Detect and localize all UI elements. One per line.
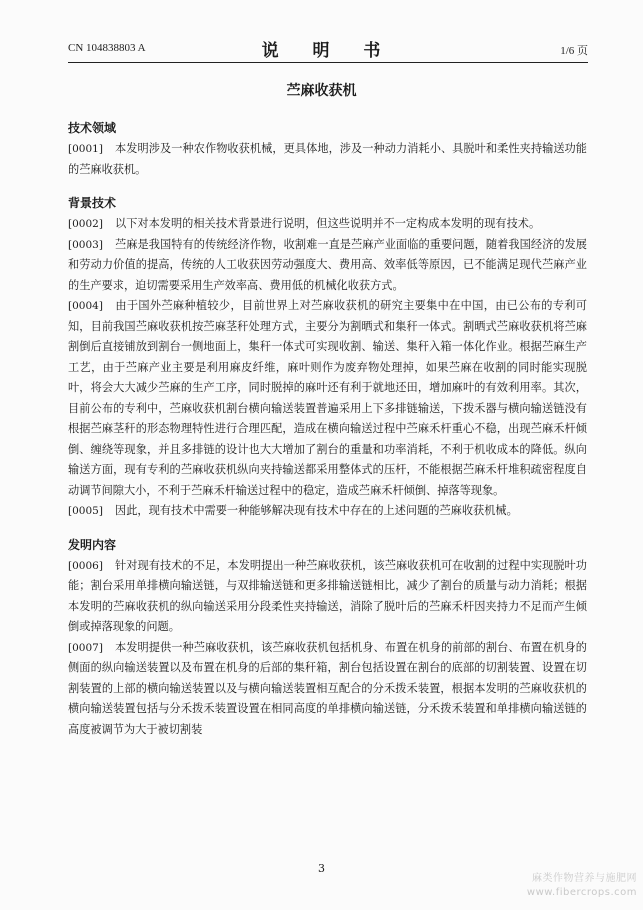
page-number: 3 (318, 862, 325, 875)
paragraph-number: [0002] (68, 218, 103, 230)
paragraph (68, 139, 587, 180)
paragraph-text: 苎麻是我国特有的传统经济作物，收割难一直是苎麻产业面临的重要问题，随着我国经济的发展和劳动力价值的提高，传统的人工收获因劳动强度大、费用高、效率低等原因，已不能满足现代苎麻产业的生产要求，迫切需要采用生产效率高、费用低的机械化收获方式。 (68, 237, 587, 292)
paragraph (68, 235, 587, 297)
paragraph (68, 556, 587, 638)
paragraph-number: [0003] (68, 238, 103, 251)
section-heading: 背景技术 (68, 196, 117, 210)
section-heading: 发明内容 (68, 537, 117, 552)
paragraph (68, 501, 587, 522)
paragraph-text: 针对现有技术的不足，本发明提出一种苎麻收获机，该苎麻收获机可在收割的过程中实现脱叶功能；割台采用单排横向输送链，与双排输送链和更多排输送链相比，减少了割台的质量与动力消耗；根据本发明的苎麻收获机的纵向输送采用分段柔性夹持输送，消除了脱叶后的苎麻禾杆因夹持力不足而产生倾倒或掉落现象的问题。 (68, 558, 587, 633)
section-background-art (68, 193, 587, 522)
paragraph (68, 296, 587, 501)
paragraph-number: [0004] (68, 300, 103, 312)
section-heading: 技术领域 (68, 121, 117, 135)
paragraph-text: 由于国外苎麻种植较少，目前世界上对苎麻收获机的研究主要集中在中国，由已公布的专利可知，目前我国苎麻收获机按苎麻茎秆处理方式，主要分为割晒式和集秆一体式。割晒式苎麻收获机将苎麻割倒后直接铺放到割台一侧地面上，集秆一体式可实现收割、输送、集秆入箱一体化作业。根据苎麻生产工艺，由于苎麻产业主要是利用麻皮纤维，麻叶则作为废弃物处理掉，如果苎麻在收割的同时能实现脱叶，将会大大减少苎麻的生产工序，同时脱掉的麻叶还有利于就地还田，增加麻叶的有效利用率。其次，目前公布的专利中，苎麻收获机割台横向输送装置普遍采用上下多排链输送，下拨禾器与横向输送链没有根据苎麻茎秆的形态物理特性进行合理匹配，造成在横向输送过程中苎麻禾杆重心不稳，出现苎麻禾杆倾倒、缠绕等现象，并且多排链的设计也大大增加了割台的重量和功率消耗，不利于机收成本的降低。纵向输送方面，现有专利的苎麻收获机纵向夹持输送都采用整体式的压杆，不能根据苎麻禾杆堆积疏密程度自动调节间隙大小，不利于苎麻禾杆输送过程中的稳定，造成苎麻禾杆倾倒、掉落等现象。 (68, 299, 587, 497)
paragraph-text: 以下对本发明的相关技术背景进行说明，但这些说明并不一定构成本发明的现有技术。 (115, 217, 541, 230)
section-summary (68, 535, 587, 741)
document-body (68, 118, 587, 753)
paragraph-text: 本发明涉及一种农作物收获机械，更具体地，涉及一种动力消耗小、具脱叶和柔性夹持输送功能的苎麻收获机。 (68, 142, 587, 176)
paragraph (68, 214, 587, 235)
paragraph-number: [0006] (68, 559, 103, 572)
paragraph-number: [0001] (68, 143, 103, 155)
site-watermark (527, 872, 637, 900)
watermark-name: 麻类作物营养与施肥网 (532, 873, 637, 884)
paragraph-text: 因此，现有技术中需要一种能够解决现有技术中存在的上述问题的苎麻收获机械。 (115, 504, 518, 517)
watermark-url: www.fibercrops.com (526, 887, 637, 898)
paragraph-number: [0005] (68, 505, 103, 517)
header-title: 说 明 书 (261, 41, 395, 61)
page-count: 1/6 页 (560, 45, 588, 57)
document-title: 苎麻收获机 (286, 83, 357, 99)
section-technical-field (68, 118, 587, 180)
publication-number: CN 104838803 A (68, 42, 146, 54)
paragraph-number: [0007] (68, 641, 103, 654)
page-header (68, 30, 588, 63)
paragraph-text: 本发明提供一种苎麻收获机，该苎麻收获机包括机身、布置在机身的前部的割台、布置在机身的侧面的纵向输送装置以及布置在机身的后部的集秆箱，割台包括设置在割台的底部的切割装置、设置在切割装置的上部的横向输送装置以及与横向输送装置相互配合的分禾拨禾装置，根据本发明的苎麻收获机的横向输送装置包括与分禾拨禾装置设置在相同高度的单排横向输送链，分禾拨禾装置和单排横向输送链的高度被调节为大于被切割装 (68, 640, 587, 736)
paragraph (68, 638, 587, 741)
